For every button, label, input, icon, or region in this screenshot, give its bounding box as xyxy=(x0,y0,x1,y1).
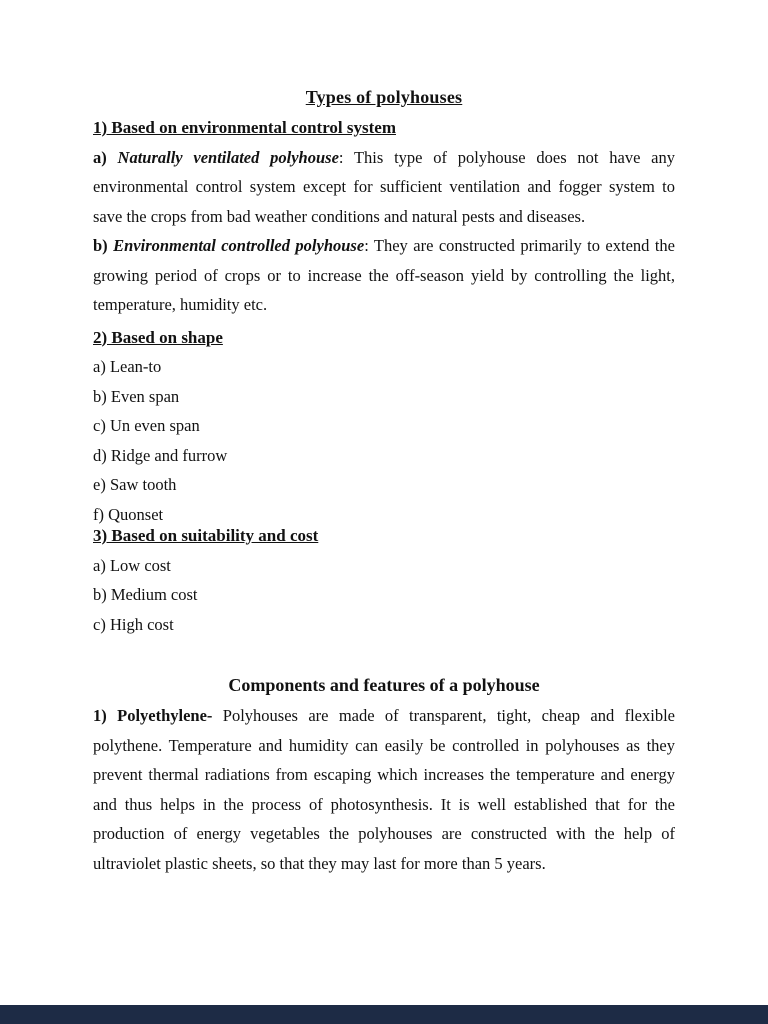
document-content xyxy=(93,0,675,878)
page-title: Types of polyhouses xyxy=(305,87,463,107)
viewer-footer-bar xyxy=(0,1005,768,1024)
paragraph-label: a) xyxy=(93,147,118,167)
paragraph-text: : This type of polyhouse does not have any environmental control system except for sufficient ventilation and fogger system to save the crops from bad weather conditions and natural pests and diseases. xyxy=(93,147,675,226)
section-heading-environmental-control: 1) Based on environmental control system xyxy=(93,118,397,137)
paragraph-term: Naturally ventilated polyhouse xyxy=(117,147,339,167)
paragraph-text: : They are constructed primarily to extend the growing period of crops or to increase the off-season yield by controlling the light, temperature, humidity etc. xyxy=(93,236,675,314)
list-item: b) Even span xyxy=(93,386,180,406)
subtitle-components-features: Components and features of a polyhouse xyxy=(228,675,540,695)
paragraph-naturally-ventilated xyxy=(93,143,675,232)
paragraph-label: b) xyxy=(93,236,114,255)
list-item: d) Ridge and furrow xyxy=(93,445,228,465)
paragraph-environmental-controlled xyxy=(93,231,675,320)
paragraph-label: 1) Polyethylene- xyxy=(93,706,213,725)
list-item: f) Quonset xyxy=(93,504,164,524)
list-item: b) Medium cost xyxy=(93,585,198,604)
section-heading-shape: 2) Based on shape xyxy=(93,327,223,347)
list-item: e) Saw tooth xyxy=(93,475,177,494)
paragraph-text: Polyhouses are made of transparent, tight, cheap and flexible polythene. Temperature and humidity can easily be controlled in polyhouses as they prevent thermal radiations from escaping which increases the temperature and energy and thus helps in the process of photosynthesis. It is well established that for the production of energy vegetables the polyhouses are constructed with the help of ultraviolet plastic sheets, so that they may last for more than 5 years. xyxy=(93,706,675,873)
section-heading-suitability-cost: 3) Based on suitability and cost xyxy=(93,526,319,545)
paragraph-polyethylene xyxy=(93,701,675,878)
list-item: a) Lean-to xyxy=(93,357,162,376)
list-item: c) Un even span xyxy=(93,416,200,435)
list-item: a) Low cost xyxy=(93,555,171,575)
list-item: c) High cost xyxy=(93,614,174,634)
paragraph-term: Environmental controlled polyhouse xyxy=(113,236,365,255)
